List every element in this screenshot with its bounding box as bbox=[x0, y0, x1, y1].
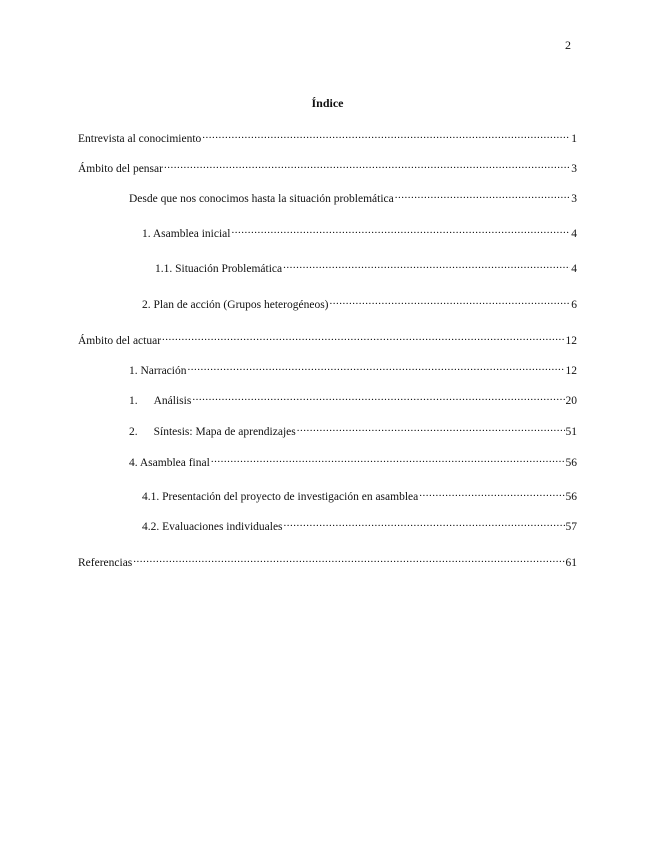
toc-entry[interactable] bbox=[142, 486, 577, 504]
toc-entry-page: 4 bbox=[571, 228, 577, 240]
dot-leader bbox=[211, 452, 565, 466]
toc-entry-label: Ámbito del pensar bbox=[78, 163, 163, 175]
dot-leader bbox=[395, 188, 571, 202]
toc-entry-label: Desde que nos conocimos hasta la situación problemática bbox=[129, 193, 394, 205]
toc-entry-page: 56 bbox=[565, 457, 577, 469]
dot-leader bbox=[297, 421, 565, 435]
toc-entry[interactable] bbox=[142, 223, 577, 241]
dot-leader bbox=[283, 258, 570, 272]
toc-entry[interactable] bbox=[129, 421, 577, 439]
toc-entry-text: Síntesis: Mapa de aprendizajes bbox=[153, 426, 296, 438]
toc-entry[interactable] bbox=[142, 516, 577, 534]
toc-entry-page: 51 bbox=[565, 426, 577, 438]
toc-entry[interactable] bbox=[155, 258, 577, 276]
toc-entry-page: 6 bbox=[571, 299, 577, 311]
toc-entry-page: 12 bbox=[565, 335, 577, 347]
toc-entry-label: 1.1. Situación Problemática bbox=[155, 263, 283, 275]
toc-entry-number: 2. bbox=[129, 426, 138, 438]
dot-leader bbox=[133, 552, 564, 566]
toc-entry-label: 2. Plan de acción (Grupos heterogéneos) bbox=[142, 299, 329, 311]
dot-leader bbox=[330, 294, 571, 308]
toc-entry[interactable] bbox=[78, 158, 577, 176]
toc-entry-number: 1. bbox=[129, 395, 138, 407]
dot-leader bbox=[419, 486, 564, 500]
dot-leader bbox=[192, 390, 564, 404]
toc-entry[interactable] bbox=[129, 390, 577, 408]
toc-entry[interactable] bbox=[142, 294, 577, 312]
page-number: 2 bbox=[565, 38, 571, 52]
dot-leader bbox=[187, 360, 564, 374]
toc-title: Índice bbox=[311, 96, 344, 110]
dot-leader bbox=[164, 158, 570, 172]
dot-leader bbox=[162, 330, 564, 344]
toc-entry-page: 61 bbox=[565, 557, 577, 569]
toc-entry-page: 56 bbox=[565, 491, 577, 503]
toc-entry-label: 4.1. Presentación del proyecto de investigación en asamblea bbox=[142, 491, 419, 503]
dot-leader bbox=[231, 223, 570, 237]
toc-entry-label: 1. Asamblea inicial bbox=[142, 228, 231, 240]
toc-entry[interactable] bbox=[129, 188, 577, 206]
toc-entry[interactable] bbox=[78, 330, 577, 348]
toc-entry-page: 1 bbox=[571, 133, 577, 145]
dot-leader bbox=[202, 128, 570, 142]
toc-entry-label bbox=[129, 425, 296, 439]
toc-entry[interactable] bbox=[129, 452, 577, 470]
toc-entry-page: 57 bbox=[565, 521, 577, 533]
toc-entry-label: 4. Asamblea final bbox=[129, 457, 210, 469]
toc-entry-text: Análisis bbox=[153, 395, 192, 407]
toc-entry-page: 20 bbox=[565, 395, 577, 407]
toc-entry-label: 1. Narración bbox=[129, 365, 187, 377]
toc-entry-label bbox=[129, 394, 191, 408]
toc-entry-label: Entrevista al conocimiento bbox=[78, 133, 202, 145]
toc-entry-page: 3 bbox=[571, 193, 577, 205]
toc-entry[interactable] bbox=[78, 552, 577, 570]
toc-entry[interactable] bbox=[129, 360, 577, 378]
dot-leader bbox=[284, 516, 565, 530]
toc-entry[interactable] bbox=[78, 128, 577, 146]
toc-entry-page: 12 bbox=[565, 365, 577, 377]
toc-entry-label: Referencias bbox=[78, 557, 133, 569]
toc-entry-page: 4 bbox=[571, 263, 577, 275]
toc-entry-label: Ámbito del actuar bbox=[78, 335, 162, 347]
toc-entry-label: 4.2. Evaluaciones individuales bbox=[142, 521, 283, 533]
toc-entry-page: 3 bbox=[571, 163, 577, 175]
